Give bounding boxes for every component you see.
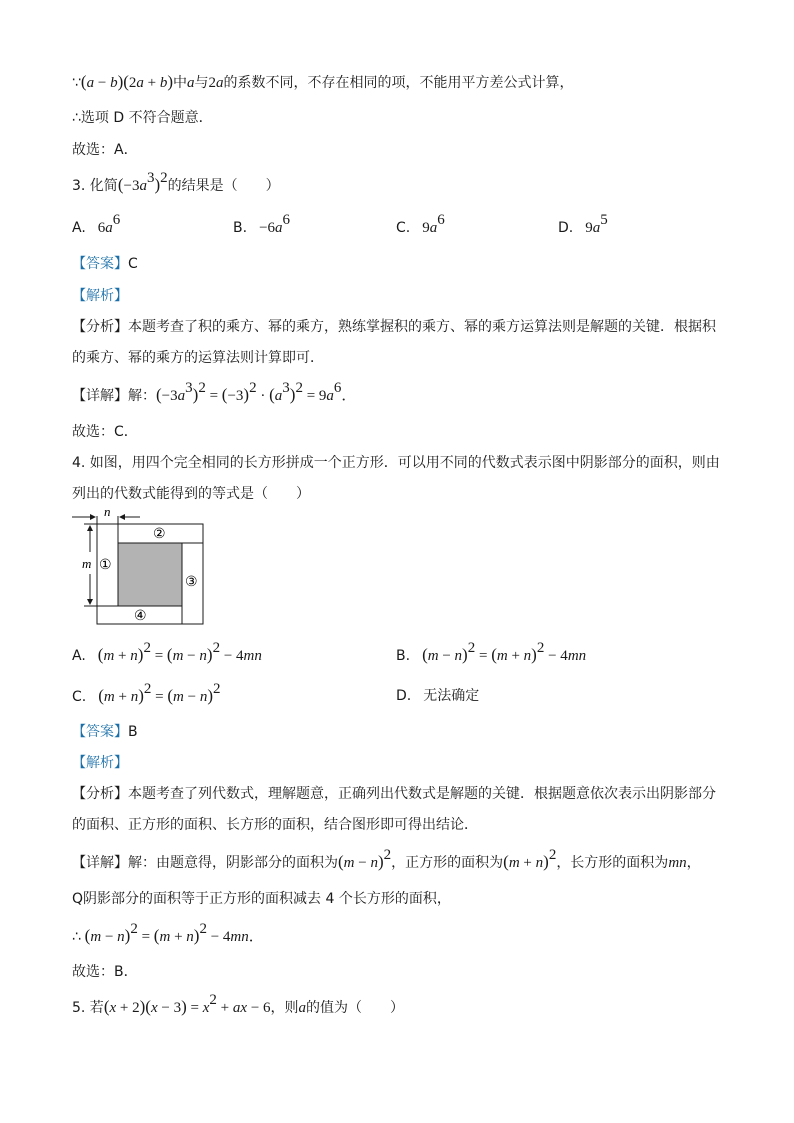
q3-fenxi-line2: 的乘方、幂的乘方的运算法则计算即可． (72, 350, 324, 366)
q3-choice: 故选：C． (72, 424, 138, 440)
q4-analysis-tag: 【解析】 (72, 755, 128, 771)
label-m: m (82, 556, 92, 571)
q4-option-b: B. $(m - n)^2 = (m + n)^2 - 4mn$ (396, 640, 587, 664)
q4-answer: 【答案】B (72, 724, 138, 740)
therefore-symbol: ∴ (72, 929, 81, 945)
q5-stem: 5. 若$(x + 2)(x - 3) = x^2$ + ax − 6，则a的值为（ ） (72, 992, 405, 1016)
label-rect-3: ③ (185, 575, 198, 590)
therefore-symbol: ∴ (72, 110, 81, 126)
square-diagram (72, 508, 212, 630)
q3-option-d: D. $9a^5$ (558, 212, 608, 236)
q4-option-d: D. 无法确定 (396, 688, 480, 704)
q4-fenxi-line2: 的面积、正方形的面积、长方形的面积，结合图形即可得出结论． (72, 817, 478, 833)
q4-detail-line2: Q阴影部分的面积等于正方形的面积减去 4 个长方形的面积， (72, 891, 451, 907)
q3-option-b: B. $-6a^6$ (233, 212, 291, 236)
because-symbol: ∵ (72, 75, 81, 91)
q3-fenxi-line1: 【分析】本题考查了积的乘方、幂的乘方，熟练掌握积的乘方、幂的乘方运算法则是解题的关键．根据积 (72, 319, 716, 335)
q4-fenxi-line1: 【分析】本题考查了列代数式，理解题意，正确列出代数式是解题的关键．根据题意依次表示出阴影部分 (72, 786, 716, 802)
prev-reason-line: ∵(a − b)(2a + b)中a与2a的系数不同，不存在相同的项，不能用平方差公式计算， (72, 72, 574, 91)
q4-detail-line1: 【详解】解：由题意得，阴影部分的面积为$(m - n)^2$，正方形的面积为$(m + n)^2$，长方形的面积为mn， (72, 847, 701, 871)
label-rect-2: ② (153, 527, 166, 542)
q3-option-c: C. $9a^6$ (396, 212, 445, 236)
q4-option-a: A. $(m + n)^2 = (m - n)^2 - 4mn$ (72, 640, 262, 664)
label-n: n (104, 508, 111, 519)
because-symbol: Q (72, 891, 84, 907)
q3-option-a: A. $6a^6$ (72, 212, 121, 236)
q4-detail-line3: ∴ $(m - n)^2 = (m + n)^2 - 4mn$． (72, 921, 264, 945)
q3-answer: 【答案】C (72, 256, 138, 272)
prev-choice: 故选：A． (72, 142, 138, 158)
q4-option-c: C. $(m + n)^2 = (m - n)^2$ (72, 681, 221, 705)
label-rect-1: ① (99, 558, 112, 573)
prev-conclusion-line: ∴选项 D 不符合题意． (72, 110, 213, 126)
q3-analysis-tag: 【解析】 (72, 288, 128, 304)
q4-stem-line1: 4. 如图，用四个完全相同的长方形拼成一个正方形．可以用不同的代数式表示图中阴影部分的面积，则由 (72, 455, 720, 471)
q3-detail: 【详解】解：$(-3a^3)^2 = (-3)^2 \cdot (a^3)^2 = 9a^6$． (72, 380, 357, 404)
q4-stem-line2: 列出的代数式能得到的等式是（ ） (72, 486, 310, 502)
q3-stem: 3. 化简$(-3a^3)^2$的结果是（ ） (72, 170, 280, 194)
label-rect-4: ④ (134, 609, 147, 624)
shaded-square (118, 543, 182, 606)
q4-choice: 故选：B． (72, 964, 138, 980)
q4-figure (72, 508, 212, 634)
